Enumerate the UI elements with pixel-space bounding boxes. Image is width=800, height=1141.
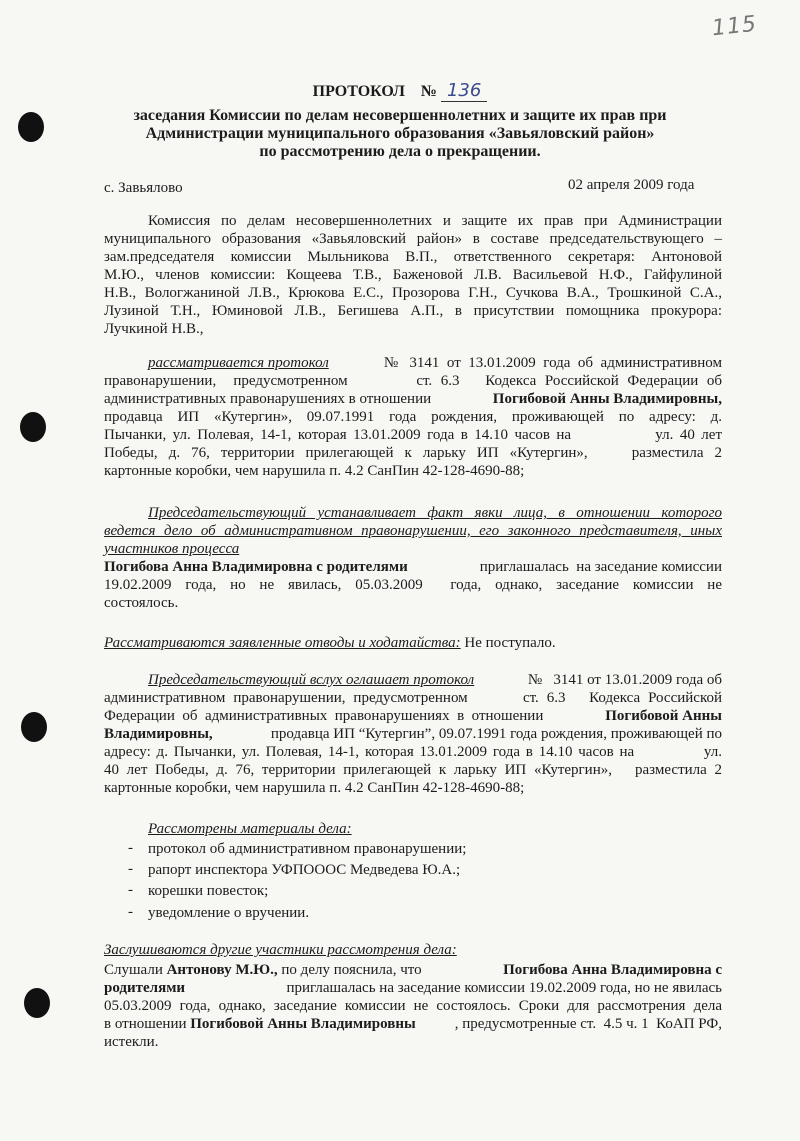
list-item: протокол об административном правонарушении; bbox=[148, 841, 467, 857]
announce-line-7: картонные коробки, чем нарушила п. 4.2 СанПин 42-128-4690-88; bbox=[104, 780, 525, 796]
motions-line bbox=[104, 634, 556, 652]
announce-line-5: адресу: д. Пычанки, ул. Полевая, 14-1, которая 13.01.2009 года в 14.10 часов на ул. bbox=[104, 744, 722, 760]
announce-line-1 bbox=[148, 671, 722, 689]
hearing-offender-name-2: Погибовой Анны Владимировны bbox=[190, 1016, 416, 1032]
considered-line-4: продавца ИП «Кутергин», 09.07.1991 года рождения, проживающей по адресу: д. bbox=[104, 409, 722, 425]
considered-line-7: картонные коробки, чем нарушила п. 4.2 СанПин 42-128-4690-88; bbox=[104, 463, 525, 479]
offender-name: Погибовой Анны Владимировны, bbox=[492, 391, 722, 407]
intro-line-2: муниципального образования «Завьяловский район» в составе председательствующего – bbox=[104, 231, 722, 247]
protocol-number: 136 bbox=[441, 80, 487, 102]
list-bullet: - bbox=[128, 904, 133, 920]
hearing-line-5: истекли. bbox=[104, 1034, 159, 1050]
announce-text-4b: продавца ИП “Кутергин”, 09.07.1991 года рождения, проживающей по bbox=[270, 726, 722, 742]
attendance-line-1 bbox=[104, 558, 722, 576]
announce-name-b: Владимировны, bbox=[104, 726, 213, 742]
hearing-text-1a: Слушали bbox=[104, 962, 167, 978]
number-sign: № bbox=[420, 83, 437, 100]
considered-line-6: Победы, д. 76, территории прилегающей к ларьку ИП «Кутергин», разместила 2 bbox=[104, 445, 722, 461]
hearing-heading: Заслушиваются другие участники рассмотрения дела: bbox=[104, 942, 457, 958]
hearing-offender-name: Погибова Анна Владимировна с bbox=[503, 962, 722, 978]
protocol-title bbox=[0, 80, 800, 101]
considered-line-2: правонарушении, предусмотренном ст. 6.3 Кодекса Российской Федерации об bbox=[104, 373, 722, 389]
list-item: рапорт инспектора УФПОООС Медведева Ю.А.; bbox=[148, 862, 461, 878]
intro-line-5: Н.В., Вологжаниной Л.В., Крюкова Е.С., Прозорова Г.Н., Сучкова В.А., Трошкиной С.А., bbox=[104, 285, 722, 301]
announce-lead: Председательствующий вслух оглашает протокол bbox=[148, 672, 475, 688]
motions-heading: Рассматриваются заявленные отводы и ходатайства: bbox=[104, 635, 461, 651]
hearing-text-1c: по делу пояснила, что bbox=[277, 962, 426, 978]
announce-line-4 bbox=[104, 725, 722, 743]
list-item: корешки повесток; bbox=[148, 883, 269, 899]
list-bullet: - bbox=[128, 840, 133, 856]
subtitle-line-1: заседания Комиссии по делам несовершеннолетних и защите их прав при bbox=[133, 107, 667, 124]
announce-name-a: Погибовой Анны bbox=[605, 708, 722, 724]
place: с. Завьялово bbox=[104, 180, 183, 196]
intro-line-7: Лучкиной Н.В., bbox=[104, 321, 204, 337]
attendance-line-3: состоялось. bbox=[104, 595, 179, 611]
considered-text: № 3141 от 13.01.2009 года об административном bbox=[383, 355, 722, 371]
considered-lead: рассматривается протокол bbox=[148, 355, 329, 371]
list-bullet: - bbox=[128, 861, 133, 877]
attendance-heading-1: Председательствующий устанавливает факт явки лица, в отношении которого bbox=[148, 505, 722, 521]
intro-line-4: М.Ю., членов комиссии: Кощеева Т.В., Баженовой Л.В. Васильевой Н.Ф., Гайфулиной bbox=[104, 267, 722, 283]
handwritten-page-number: 115 bbox=[710, 11, 759, 42]
witness-name: Антонову М.Ю., bbox=[166, 962, 278, 978]
intro-line-1: Комиссия по делам несовершеннолетних и защите их прав при Администрации bbox=[148, 213, 722, 229]
considered-line-3 bbox=[104, 390, 722, 408]
considered-text-3a: административных правонарушениях в отношении bbox=[104, 391, 432, 407]
hearing-line-4 bbox=[104, 1015, 722, 1033]
attendance-heading-3: участников процесса bbox=[104, 541, 240, 557]
materials-heading: Рассмотрены материалы дела: bbox=[148, 821, 352, 837]
list-item: уведомление о вручении. bbox=[148, 905, 310, 921]
punch-hole-2 bbox=[20, 412, 46, 442]
subtitle-line-3: по рассмотрению дела о прекращении. bbox=[259, 143, 541, 160]
announce-text-3a: Федерации об административных правонарушениях в отношении bbox=[104, 708, 551, 724]
attendance-line-2: 19.02.2009 года, но не явилась, 05.03.2009 года, однако, заседание комиссии не bbox=[104, 577, 722, 593]
announce-text-1: № 3141 от 13.01.2009 года об bbox=[524, 672, 722, 688]
hearing-text-2b: приглашалась на заседание комиссии 19.02.2009 года, но не явилась bbox=[278, 980, 722, 996]
protocol-word: ПРОТОКОЛ bbox=[312, 83, 405, 100]
subtitle-line-2: Администрации муниципального образования «Завьяловский район» bbox=[145, 125, 655, 142]
intro-line-6: Лузиной Т.Н., Юминовой Л.В., Бегишева А.П., в присутствии помощника прокурора: bbox=[104, 303, 722, 319]
announce-line-3 bbox=[104, 707, 722, 725]
list-bullet: - bbox=[128, 882, 133, 898]
attendance-text-1b: приглашалась на заседание комиссии bbox=[472, 559, 722, 575]
considered-line-1 bbox=[148, 354, 722, 372]
hearing-line-3: 05.03.2009 года, однако, заседание комиссии не состоялось. Сроки для рассмотрения дела bbox=[104, 998, 722, 1014]
attendance-heading-2: ведется дело об административном правонарушении, его законного представителя, иных bbox=[104, 523, 722, 539]
hearing-parents: родителями bbox=[104, 980, 186, 996]
announce-line-2: административном правонарушении, предусмотренном ст. 6.3 Кодекса Российской bbox=[104, 690, 722, 706]
date: 02 апреля 2009 года bbox=[568, 177, 695, 193]
punch-hole-3 bbox=[21, 712, 47, 742]
intro-line-3: зам.председателя комиссии Мыльникова В.П., ответственного секретаря: Антоновой bbox=[104, 249, 722, 265]
motions-value: Не поступало. bbox=[460, 635, 556, 651]
punch-hole-4 bbox=[24, 988, 50, 1018]
considered-line-5: Пычанки, ул. Полевая, 14-1, которая 13.01.2009 года в 14.10 часов на ул. 40 лет bbox=[104, 427, 722, 443]
hearing-line-2 bbox=[104, 979, 722, 997]
hearing-text-4c: , предусмотренные ст. 4.5 ч. 1 КоАП РФ, bbox=[454, 1016, 722, 1032]
hearing-text-4a: в отношении bbox=[104, 1016, 191, 1032]
attendee-name: Погибова Анна Владимировна с родителями bbox=[104, 559, 408, 575]
announce-line-6: 40 лет Победы, д. 76, территории прилегающей к ларьку ИП «Кутергин», разместила 2 bbox=[104, 762, 722, 778]
hearing-line-1 bbox=[104, 961, 722, 979]
